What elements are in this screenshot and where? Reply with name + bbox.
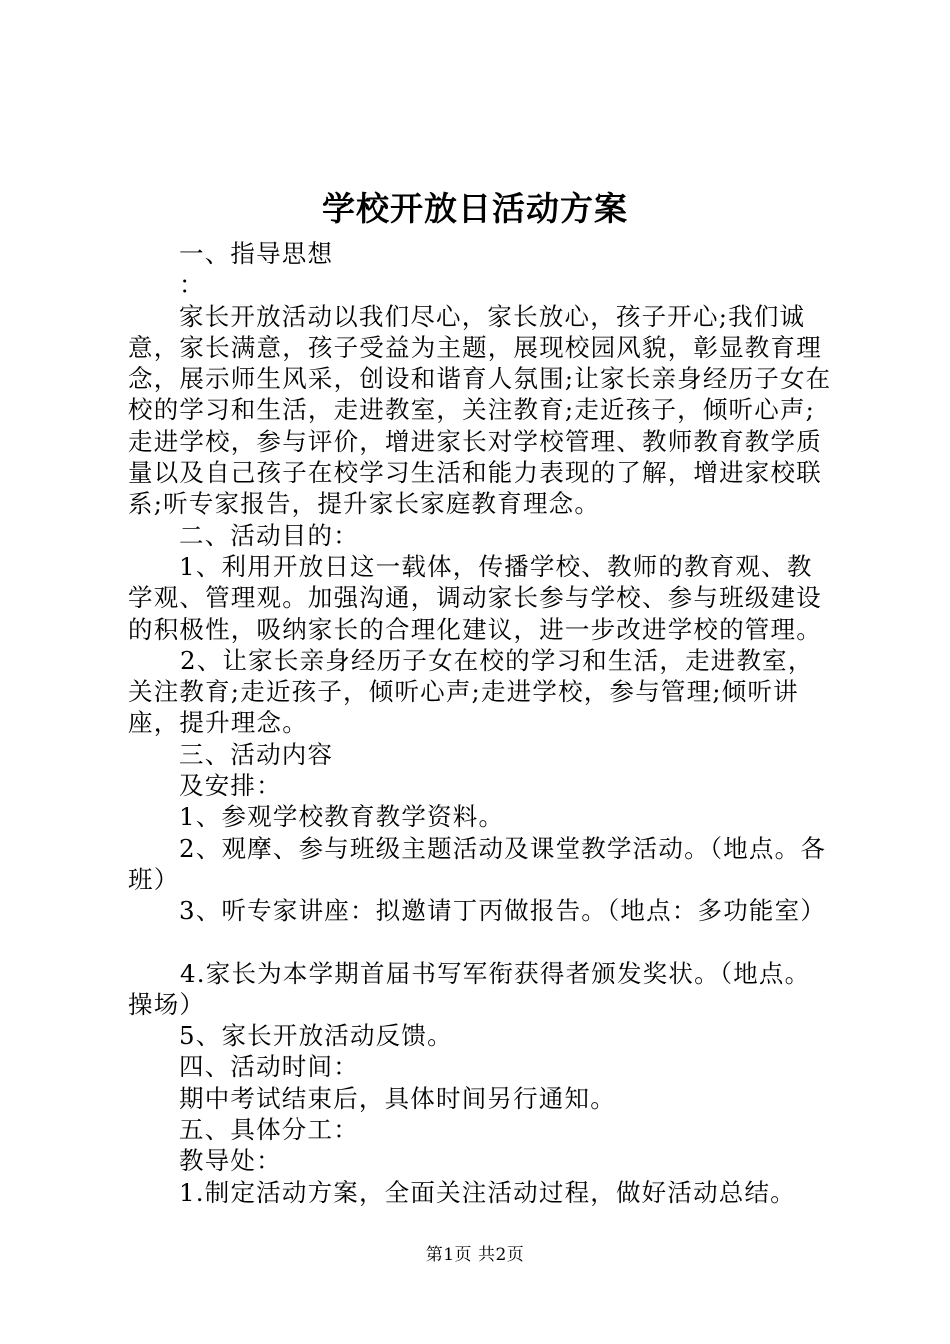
content-item-5: 5、家长开放活动反馈。: [179, 1021, 453, 1051]
section-heading-activity-content: 三、活动内容: [179, 739, 334, 769]
document-body: [128, 238, 834, 1208]
content-item-1: 1、参观学校教育教学资料。: [179, 802, 505, 832]
activity-time-text: 期中考试结束后，具体时间另行通知。: [179, 1083, 616, 1113]
content-item-2: 2、观摩、参与班级主题活动及课堂教学活动。（地点。各班）: [128, 833, 827, 894]
section-heading-arrangement: 及安排：: [179, 771, 282, 801]
document-title: 学校开放日活动方案: [322, 189, 628, 228]
content-item-4: 4.家长为本学期首届书写军衔获得者颁发奖状。（地点。操场）: [128, 958, 811, 1019]
section-heading-activity-time: 四、活动时间：: [179, 1052, 359, 1082]
colon-line: ：: [179, 270, 205, 300]
section-heading-division-of-labor: 五、具体分工：: [179, 1115, 359, 1145]
content-item-3: 3、听专家讲座：拟邀请丁丙做报告。（地点：多功能室）: [179, 896, 827, 926]
purpose-item-1: 1、利用开放日这一载体，传播学校、教师的教育观、教学观、管理观。加强沟通，调动家长参与学校、参与班级建设的积极性，吸纳家长的合理化建议，进一步改进学校的管理。: [128, 551, 822, 644]
page-footer: 第1页 共2页: [425, 1245, 525, 1265]
section-heading-guiding-thought: 一、指导思想: [179, 239, 334, 268]
division-item-1: 1.制定活动方案，全面关注活动过程，做好活动总结。: [179, 1177, 796, 1207]
section-heading-activity-purpose: 二、活动目的：: [179, 520, 359, 550]
guiding-thought-paragraph: 家长开放活动以我们尽心，家长放心，孩子开心;我们诚意，家长满意，孩子受益为主题，展现校园风貌，彰显教育理念，展示师生风采，创设和谐育人氛围;让家长亲身经历子女在校的学习和生活，走进教室，关注教育;走近孩子，倾听心声;走进学校，参与评价，增进家长对学校管理、教师教育教学质量以及自己孩子在校学习生活和能力表现的了解，增进家校联系;听专家报告，提升家长家庭教育理念。: [128, 301, 832, 519]
academic-affairs-office-label: 教导处：: [179, 1146, 282, 1176]
purpose-item-2: 2、让家长亲身经历子女在校的学习和生活，走进教室，关注教育;走近孩子，倾听心声;走进学校，参与管理;倾听讲座，提升理念。: [128, 645, 814, 738]
